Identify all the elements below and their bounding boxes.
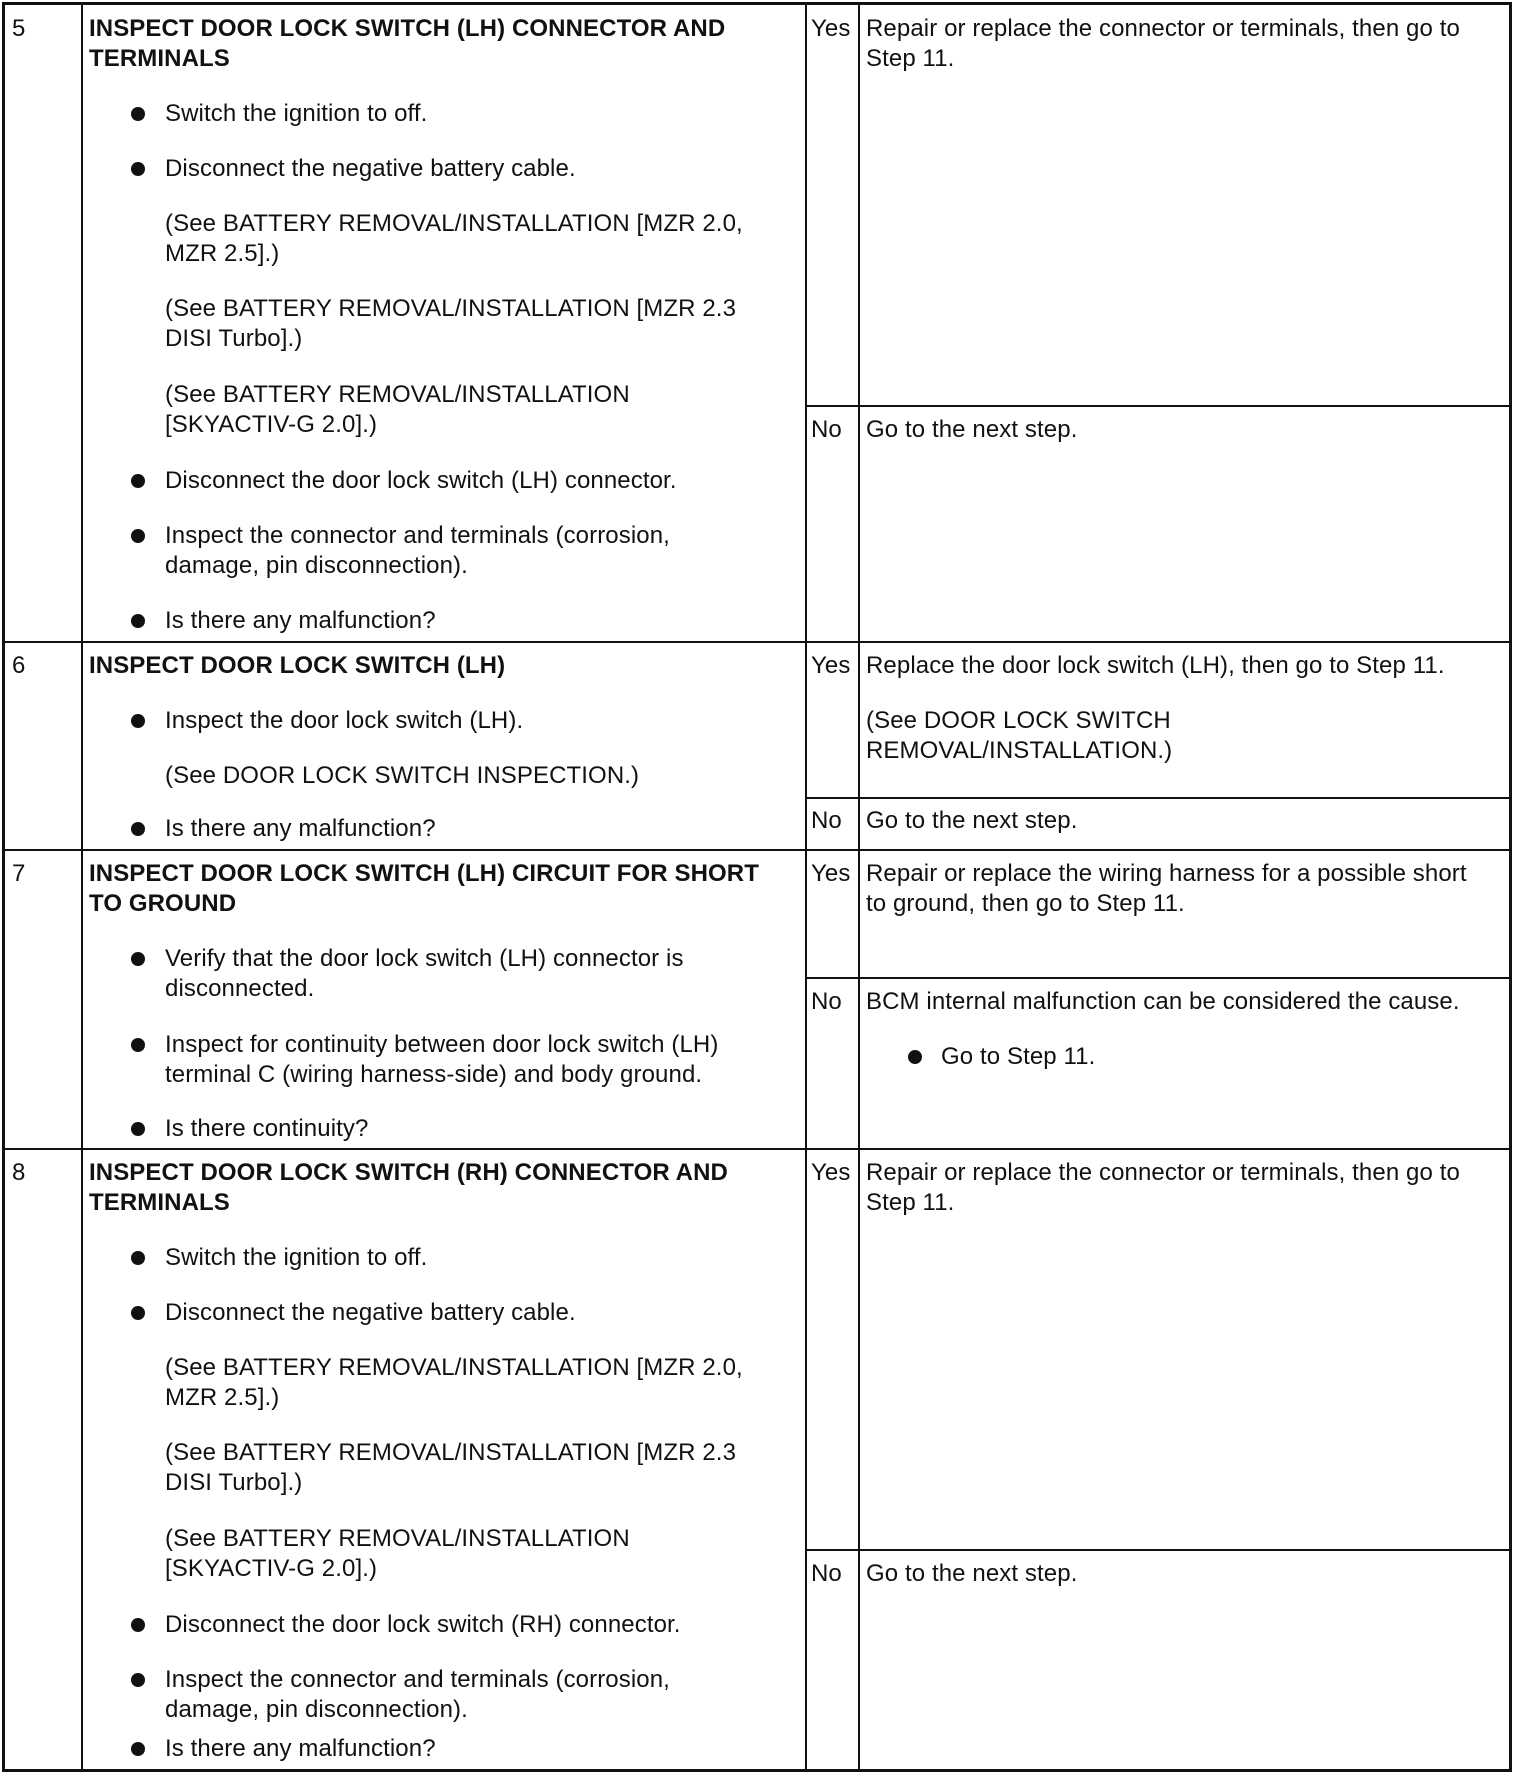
yes-action: Step 11. — [866, 1189, 955, 1216]
yes-action: Repair or replace the wiring harness for a possible short — [866, 860, 1467, 887]
no-label: No — [811, 988, 842, 1015]
step-title: TERMINALS — [89, 45, 230, 72]
step-item: Switch the ignition to off. — [165, 100, 428, 127]
column-divider — [81, 2, 83, 1772]
step-item: terminal C (wiring harness-side) and body ground. — [165, 1061, 703, 1088]
no-action: BCM internal malfunction can be considered the cause. — [866, 988, 1460, 1015]
bullet-icon — [131, 1122, 145, 1136]
reference-note: DISI Turbo].) — [165, 325, 303, 352]
yes-no-divider — [805, 1549, 1512, 1551]
no-label: No — [811, 1560, 842, 1587]
yes-action: Replace the door lock switch (LH), then go to Step 11. — [866, 652, 1445, 679]
step-title: INSPECT DOOR LOCK SWITCH (LH) CONNECTOR AND — [89, 15, 726, 42]
no-action-item: Go to Step 11. — [941, 1043, 1096, 1070]
bullet-icon — [131, 529, 145, 543]
yes-action: Repair or replace the connector or terminals, then go to — [866, 1159, 1460, 1186]
step-item: disconnected. — [165, 975, 315, 1002]
yes-action: Step 11. — [866, 45, 955, 72]
yes-label: Yes — [811, 860, 851, 887]
column-divider — [858, 2, 860, 1772]
bullet-icon — [131, 1742, 145, 1756]
yes-no-divider — [805, 797, 1512, 799]
no-label: No — [811, 807, 842, 834]
no-action: Go to the next step. — [866, 807, 1078, 834]
row-divider — [2, 1148, 1512, 1150]
step-title: TO GROUND — [89, 890, 237, 917]
yes-label: Yes — [811, 15, 851, 42]
reference-note: MZR 2.5].) — [165, 240, 280, 267]
step-item: Disconnect the negative battery cable. — [165, 1299, 576, 1326]
reference-note: [SKYACTIV-G 2.0].) — [165, 411, 378, 438]
reference-note: (See DOOR LOCK SWITCH INSPECTION.) — [165, 762, 640, 789]
step-item: Is there any malfunction? — [165, 1735, 436, 1762]
yes-label: Yes — [811, 1159, 851, 1186]
step-number: 7 — [12, 860, 26, 887]
bullet-icon — [131, 1306, 145, 1320]
reference-note: (See BATTERY REMOVAL/INSTALLATION [MZR 2.3 — [165, 295, 737, 322]
step-item: Inspect the connector and terminals (corrosion, — [165, 1666, 670, 1693]
step-item: Inspect the door lock switch (LH). — [165, 707, 524, 734]
reference-note: MZR 2.5].) — [165, 1384, 280, 1411]
yes-action: to ground, then go to Step 11. — [866, 890, 1185, 917]
reference-note: DISI Turbo].) — [165, 1469, 303, 1496]
step-item: Verify that the door lock switch (LH) connector is — [165, 945, 684, 972]
bullet-icon — [131, 1618, 145, 1632]
step-item: Disconnect the negative battery cable. — [165, 155, 576, 182]
no-label: No — [811, 416, 842, 443]
yes-label: Yes — [811, 652, 851, 679]
step-item: Is there continuity? — [165, 1115, 369, 1142]
bullet-icon — [131, 822, 145, 836]
reference-note: (See BATTERY REMOVAL/INSTALLATION — [165, 1525, 630, 1552]
reference-note: (See BATTERY REMOVAL/INSTALLATION [MZR 2.0, — [165, 1354, 743, 1381]
yes-action: Repair or replace the connector or terminals, then go to — [866, 15, 1460, 42]
step-number: 8 — [12, 1159, 26, 1186]
step-item: Disconnect the door lock switch (LH) connector. — [165, 467, 677, 494]
no-action: Go to the next step. — [866, 1560, 1078, 1587]
yes-no-divider — [805, 977, 1512, 979]
bullet-icon — [131, 714, 145, 728]
step-item: damage, pin disconnection). — [165, 1696, 468, 1723]
step-item: damage, pin disconnection). — [165, 552, 468, 579]
bullet-icon — [131, 162, 145, 176]
no-action: Go to the next step. — [866, 416, 1078, 443]
bullet-icon — [131, 1038, 145, 1052]
bullet-icon — [131, 474, 145, 488]
row-divider — [2, 641, 1512, 643]
reference-note: (See DOOR LOCK SWITCH — [866, 707, 1171, 734]
step-item: Inspect the connector and terminals (corrosion, — [165, 522, 670, 549]
column-divider — [805, 2, 807, 1772]
bullet-icon — [908, 1050, 922, 1064]
yes-no-divider — [805, 405, 1512, 407]
step-item: Switch the ignition to off. — [165, 1244, 428, 1271]
step-number: 5 — [12, 15, 26, 42]
step-title: INSPECT DOOR LOCK SWITCH (RH) CONNECTOR AND — [89, 1159, 728, 1186]
step-title: INSPECT DOOR LOCK SWITCH (LH) — [89, 652, 506, 679]
reference-note: REMOVAL/INSTALLATION.) — [866, 737, 1173, 764]
bullet-icon — [131, 1673, 145, 1687]
step-item: Is there any malfunction? — [165, 607, 436, 634]
step-item: Inspect for continuity between door lock switch (LH) — [165, 1031, 719, 1058]
step-number: 6 — [12, 652, 26, 679]
bullet-icon — [131, 952, 145, 966]
bullet-icon — [131, 107, 145, 121]
step-item: Is there any malfunction? — [165, 815, 436, 842]
reference-note: [SKYACTIV-G 2.0].) — [165, 1555, 378, 1582]
reference-note: (See BATTERY REMOVAL/INSTALLATION [MZR 2.3 — [165, 1439, 737, 1466]
reference-note: (See BATTERY REMOVAL/INSTALLATION [MZR 2.0, — [165, 210, 743, 237]
step-title: INSPECT DOOR LOCK SWITCH (LH) CIRCUIT FOR SHORT — [89, 860, 759, 887]
bullet-icon — [131, 1251, 145, 1265]
step-item: Disconnect the door lock switch (RH) connector. — [165, 1611, 681, 1638]
step-title: TERMINALS — [89, 1189, 230, 1216]
reference-note: (See BATTERY REMOVAL/INSTALLATION — [165, 381, 630, 408]
row-divider — [2, 849, 1512, 851]
bullet-icon — [131, 614, 145, 628]
